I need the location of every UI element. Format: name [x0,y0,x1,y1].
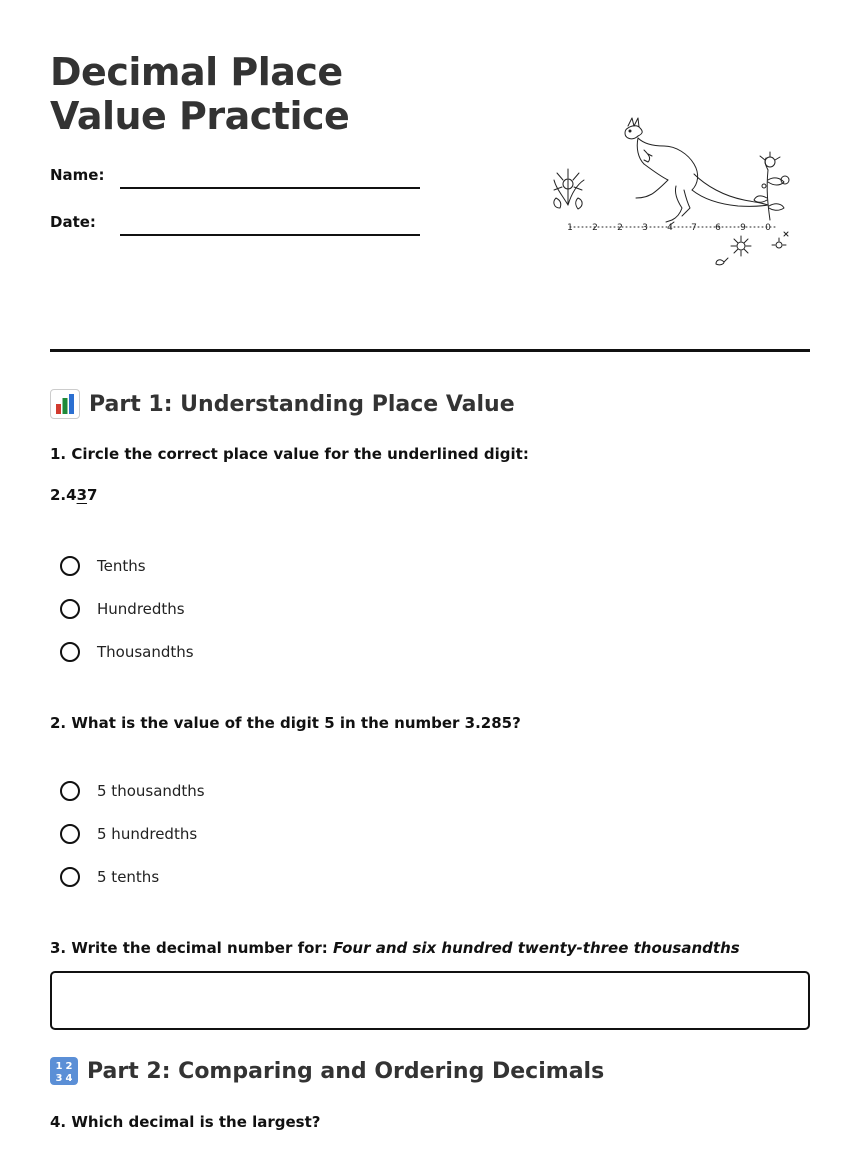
flower-left-icon [554,169,584,209]
underlined-digit: 3 [76,486,88,504]
q1-option-hundredths[interactable] [60,599,185,619]
q1-option-tenths[interactable] [60,556,146,576]
part2-title: Part 2: Comparing and Ordering Decimals [87,1058,605,1084]
page-title: Decimal Place Value Practice [50,50,350,138]
question-4-prompt: 4. Which decimal is the largest? [50,1113,321,1131]
svg-text:1: 1 [55,1061,63,1072]
name-label: Name: [50,166,105,184]
small-flowers-icon [716,232,788,265]
option-label: 5 thousandths [97,782,205,800]
tick-label: 0 [765,223,771,233]
tick-label: 2 [617,223,623,233]
radio-circle[interactable] [60,556,80,576]
tick-label: 1 [567,223,573,233]
tick-label: 3 [642,223,648,233]
part2-heading [50,1057,604,1085]
name-field[interactable] [120,187,420,189]
option-label: Hundredths [97,600,185,618]
option-label: Tenths [97,557,146,575]
svg-text:2: 2 [65,1061,73,1072]
svg-text:4: 4 [65,1073,73,1084]
tick-label: 4 [667,223,673,233]
radio-circle[interactable] [60,599,80,619]
radio-circle[interactable] [60,642,80,662]
part1-heading [50,389,515,419]
radio-circle[interactable] [60,867,80,887]
kangaroo-icon [625,118,768,225]
date-label: Date: [50,213,96,231]
kangaroo-illustration [548,110,798,272]
option-label: 5 hundredths [97,825,198,843]
question-3-prompt: 3. Write the decimal number for: Four and six hundred twenty-three thousandths [50,939,740,957]
tick-label: 7 [691,223,697,233]
bar-chart-icon [50,389,80,419]
section-divider [50,349,810,352]
question-3-italic: Four and six hundred twenty-three thousandths [333,939,740,957]
q2-option-thousandths[interactable] [60,781,205,801]
option-label: Thousandths [97,643,194,661]
tick-label: 9 [740,223,746,233]
flower-right-icon [754,152,789,220]
part1-title: Part 1: Understanding Place Value [89,391,515,417]
question-3-answer-input[interactable] [50,971,810,1030]
tick-label: 6 [715,223,721,233]
tick-label: 2 [592,223,598,233]
q1-option-thousandths[interactable] [60,642,194,662]
q2-option-tenths[interactable] [60,867,159,887]
radio-circle[interactable] [60,781,80,801]
question-1-prompt: 1. Circle the correct place value for the underlined digit: [50,445,529,463]
option-label: 5 tenths [97,868,160,886]
question-2-prompt: 2. What is the value of the digit 5 in the number 3.285? [50,714,521,732]
q2-option-hundredths[interactable] [60,824,197,844]
date-field[interactable] [120,234,420,236]
svg-text:3: 3 [55,1073,63,1084]
input-numbers-icon [50,1057,78,1085]
question-1-number: 2.437 [50,486,98,504]
radio-circle[interactable] [60,824,80,844]
